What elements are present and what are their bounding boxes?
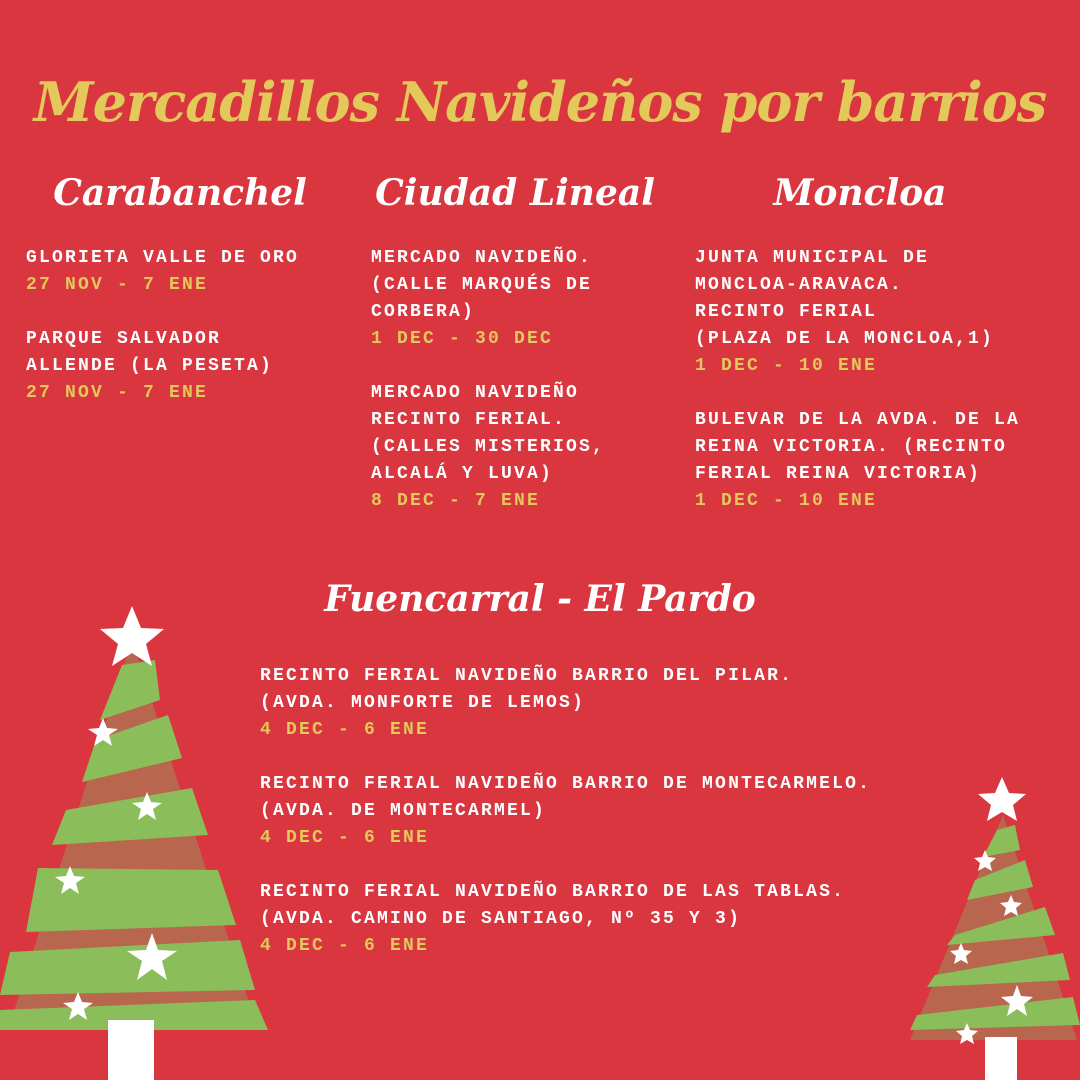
district-heading-fuencarral-el-pardo: Fuencarral - El Pardo [324,578,756,620]
market-location: JUNTA MUNICIPAL DE MONCLOA-ARAVACA. RECINTO FERIAL (PLAZA DE LA MONCLOA,1) [695,248,995,349]
district-list-carabanchel [26,245,366,434]
market-dates: 1 DEC - 30 DEC [371,329,554,349]
market-dates: 27 NOV - 7 ENE [26,275,209,295]
market-location: GLORIETA VALLE DE ORO [26,248,300,268]
district-list-moncloa [695,245,1065,542]
market-item [371,380,711,515]
market-item [371,245,711,353]
market-dates: 4 DEC - 6 ENE [260,828,430,848]
market-dates: 1 DEC - 10 ENE [695,491,878,511]
market-location: RECINTO FERIAL NAVIDEÑO BARRIO DE MONTECARMELO. (AVDA. DE MONTECARMEL) [260,774,872,821]
district-list-ciudad-lineal [371,245,711,542]
christmas-tree-icon [905,775,1080,1080]
market-location: RECINTO FERIAL NAVIDEÑO BARRIO DEL PILAR. (AVDA. MONFORTE DE LEMOS) [260,666,794,713]
district-heading-carabanchel: Carabanchel [53,172,307,214]
christmas-tree-icon [0,600,270,1080]
market-location: MERCADO NAVIDEÑO RECINTO FERIAL. (CALLES MISTERIOS, ALCALÁ Y LUVA) [371,383,606,484]
market-item [695,407,1065,515]
market-item [26,245,366,299]
market-location: MERCADO NAVIDEÑO. (CALLE MARQUÉS DE CORBERA) [371,248,593,322]
market-item [26,326,366,407]
page-title: Mercadillos Navideños por barrios [33,70,1047,134]
district-heading-moncloa: Moncloa [773,172,947,214]
market-item [695,245,1065,380]
market-dates: 4 DEC - 6 ENE [260,720,430,740]
district-heading-ciudad-lineal: Ciudad Lineal [375,172,655,214]
market-item [260,663,1020,744]
market-location: RECINTO FERIAL NAVIDEÑO BARRIO DE LAS TABLAS. (AVDA. CAMINO DE SANTIAGO, Nº 35 Y 3) [260,882,846,929]
market-dates: 1 DEC - 10 ENE [695,356,878,376]
market-location: BULEVAR DE LA AVDA. DE LA REINA VICTORIA. (RECINTO FERIAL REINA VICTORIA) [695,410,1021,484]
market-location: PARQUE SALVADOR ALLENDE (LA PESETA) [26,329,274,376]
market-dates: 4 DEC - 6 ENE [260,936,430,956]
market-dates: 8 DEC - 7 ENE [371,491,541,511]
market-dates: 27 NOV - 7 ENE [26,383,209,403]
